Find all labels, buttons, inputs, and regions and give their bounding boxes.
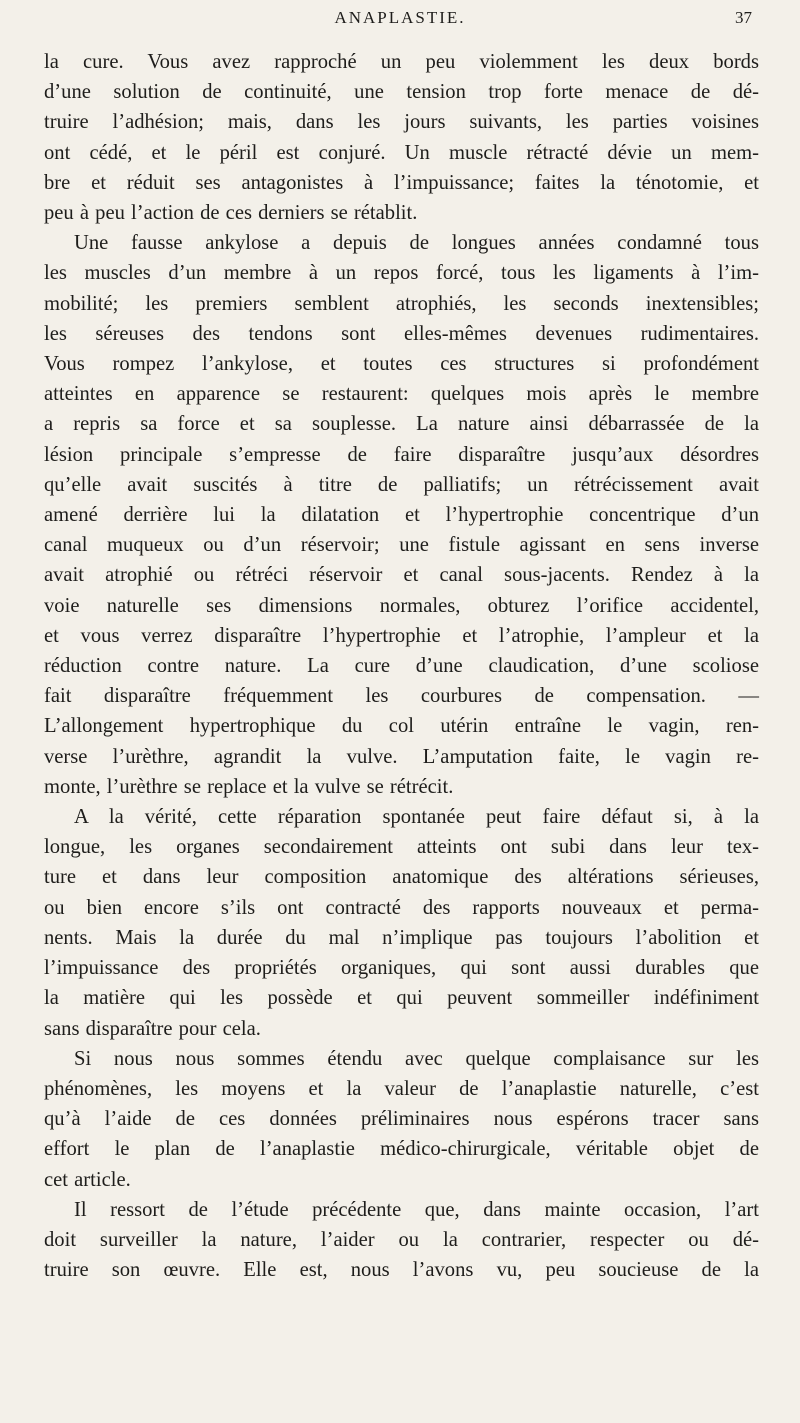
paragraph-first-line: Une fausse ankylose a depuis de longues années condamné tous bbox=[74, 232, 759, 255]
text-line: d’une solution de continuité, une tension trop forte menace de dé- bbox=[44, 81, 759, 104]
text-line: fait disparaître fréquemment les courbures de compensation. — bbox=[44, 685, 759, 708]
text-line: avait atrophié ou rétréci réservoir et canal sous-jacents. Rendez à la bbox=[44, 564, 759, 587]
text-line: peu à peu l’action de ces derniers se rétablit. bbox=[44, 202, 418, 225]
paragraph-first-line: A la vérité, cette réparation spontanée peut faire défaut si, à la bbox=[74, 806, 759, 829]
text-line: L’allongement hypertrophique du col utérin entraîne le vagin, ren- bbox=[44, 715, 759, 738]
text-line: monte, l’urèthre se replace et la vulve se rétrécit. bbox=[44, 775, 454, 798]
text-line: les séreuses des tendons sont elles-mêmes devenues rudimentaires. bbox=[44, 322, 759, 345]
text-line: truire son œuvre. Elle est, nous l’avons vu, peu soucieuse de la bbox=[44, 1259, 759, 1282]
text-line: la cure. Vous avez rapproché un peu violemment les deux bords bbox=[44, 51, 759, 73]
text-line: lésion principale s’empresse de faire disparaître jusqu’aux désordres bbox=[44, 443, 759, 466]
text-line: bre et réduit ses antagonistes à l’impuissance; faites la ténotomie, et bbox=[44, 171, 759, 194]
text-line: la matière qui les possède et qui peuvent sommeiller indéfiniment bbox=[44, 987, 759, 1010]
text-line: réduction contre nature. La cure d’une claudication, d’une scoliose bbox=[44, 655, 759, 678]
text-line: ont cédé, et le péril est conjuré. Un muscle rétracté dévie un mem- bbox=[44, 141, 759, 164]
text-line: qu’à l’aide de ces données préliminaires nous espérons tracer sans bbox=[44, 1108, 759, 1131]
text-line: a repris sa force et sa souplesse. La nature ainsi débarrassée de la bbox=[44, 413, 759, 436]
text-line: ture et dans leur composition anatomique des altérations sérieuses, bbox=[44, 866, 759, 889]
text-line: verse l’urèthre, agrandit la vulve. L’amputation faite, le vagin re- bbox=[44, 745, 759, 768]
text-line: Vous rompez l’ankylose, et toutes ces structures si profondément bbox=[44, 353, 759, 376]
page-number: 37 bbox=[735, 8, 752, 27]
text-line: longue, les organes secondairement atteints ont subi dans leur tex- bbox=[44, 836, 759, 859]
text-line: doit surveiller la nature, l’aider ou la contrarier, respecter ou dé- bbox=[44, 1228, 759, 1251]
text-line: les muscles d’un membre à un repos forcé, tous les ligaments à l’im- bbox=[44, 262, 759, 285]
running-title: ANAPLASTIE. bbox=[334, 8, 466, 27]
paragraph-first-line: Il ressort de l’étude précédente que, dans mainte occasion, l’art bbox=[74, 1198, 759, 1221]
text-line: nents. Mais la durée du mal n’implique pas toujours l’abolition et bbox=[44, 926, 759, 949]
text-line: amené derrière lui la dilatation et l’hypertrophie concentrique d’un bbox=[44, 504, 759, 527]
text-line: phénomènes, les moyens et la valeur de l’anaplastie naturelle, c’est bbox=[44, 1077, 759, 1100]
body-text bbox=[44, 47, 759, 1285]
text-line: qu’elle avait suscités à titre de palliatifs; un rétrécissement avait bbox=[44, 473, 759, 496]
text-line: truire l’adhésion; mais, dans les jours suivants, les parties voisines bbox=[44, 111, 759, 134]
text-line: ou bien encore s’ils ont contracté des rapports nouveaux et perma- bbox=[44, 896, 759, 919]
text-line: effort le plan de l’anaplastie médico-chirurgicale, véritable objet de bbox=[44, 1138, 759, 1161]
paragraph-first-line: Si nous nous sommes étendu avec quelque complaisance sur les bbox=[74, 1047, 759, 1070]
text-line: mobilité; les premiers semblent atrophiés, les seconds inextensibles; bbox=[44, 292, 759, 315]
text-line: sans disparaître pour cela. bbox=[44, 1017, 261, 1040]
running-header bbox=[45, 8, 755, 34]
text-line: atteintes en apparence se restaurent: quelques mois après le membre bbox=[44, 383, 759, 406]
text-line: canal muqueux ou d’un réservoir; une fistule agissant en sens inverse bbox=[44, 534, 759, 557]
text-line: cet article. bbox=[44, 1168, 131, 1191]
text-line: voie naturelle ses dimensions normales, obturez l’orifice accidentel, bbox=[44, 594, 759, 617]
text-line: et vous verrez disparaître l’hypertrophie et l’atrophie, l’ampleur et la bbox=[44, 624, 759, 647]
text-line: l’impuissance des propriétés organiques, qui sont aussi durables que bbox=[44, 957, 759, 980]
